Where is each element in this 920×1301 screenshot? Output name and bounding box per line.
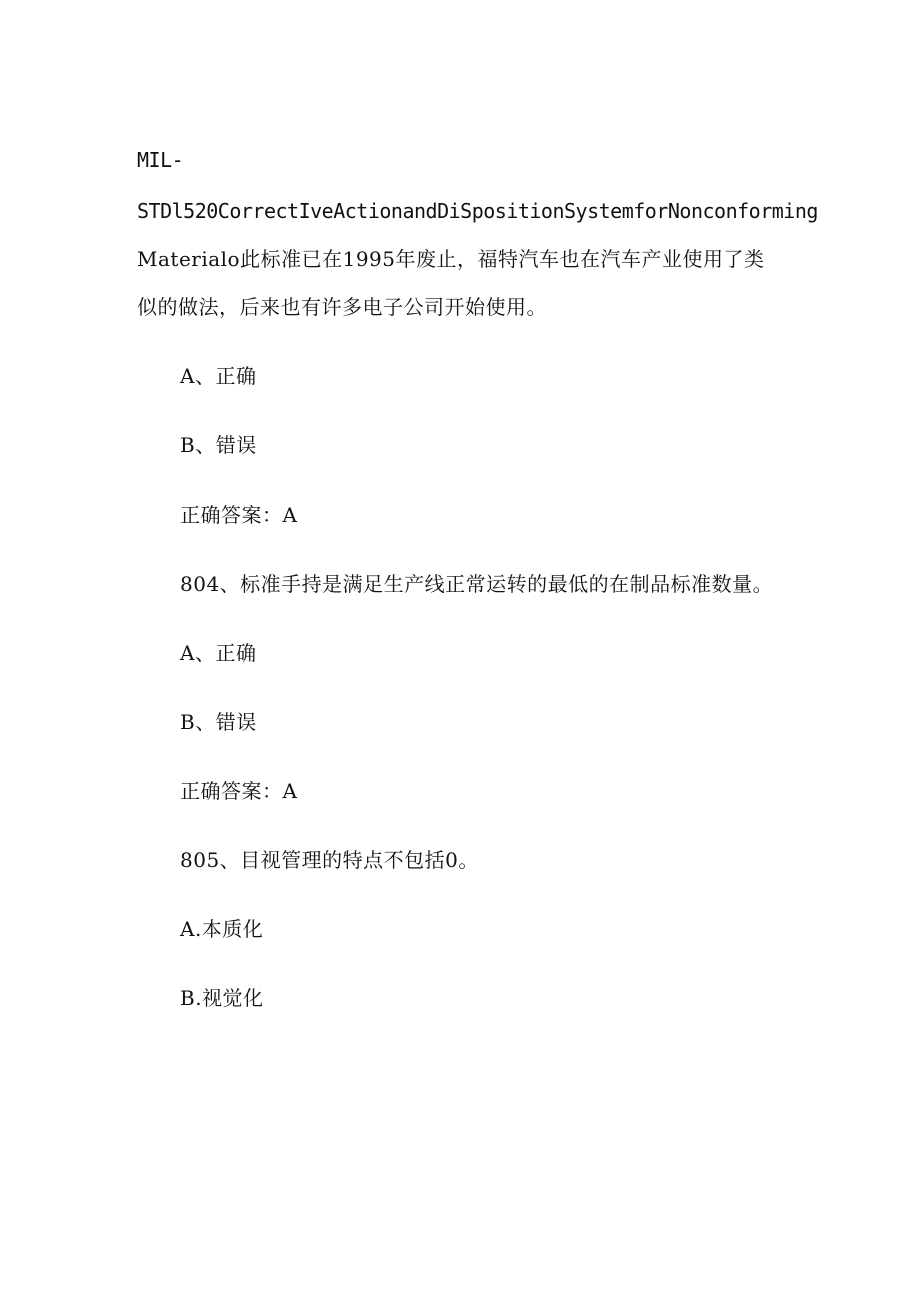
q804-option-a: A、正确 (180, 641, 257, 665)
q805-option-b: B.视觉化 (180, 986, 264, 1010)
q804-answer: 正确答案：A (180, 779, 298, 803)
q804-stem: 804、标准手持是满足生产线正常运转的最低的在制品标准数量。 (180, 572, 774, 596)
q805-option-a: A.本质化 (180, 917, 264, 941)
q804-option-b: B、错误 (180, 710, 257, 734)
intro-line-4: 似的做法，后来也有许多电子公司开始使用。 (137, 295, 547, 319)
intro-line-2: STDl520CorrectIveActionandDiSpositionSystemforNonconforming (137, 199, 818, 223)
intro-line-1: MIL- (137, 148, 184, 172)
q803-answer: 正确答案：A (180, 503, 298, 527)
q805-stem: 805、目视管理的特点不包括0。 (180, 848, 479, 872)
intro-line-3: Materialo此标准已在1995年废止，福特汽车也在汽车产业使用了类 (137, 247, 765, 271)
q803-option-b: B、错误 (180, 433, 257, 457)
q803-option-a: A、正确 (180, 364, 257, 388)
